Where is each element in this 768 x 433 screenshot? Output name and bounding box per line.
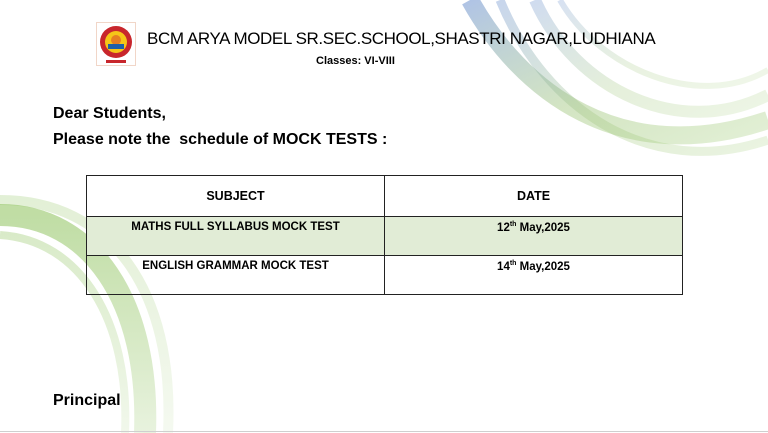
date-rest: May,2025 — [516, 221, 570, 234]
date-suffix: th — [509, 221, 517, 228]
date-cell — [385, 256, 683, 295]
subject-column-header: SUBJECT — [87, 176, 385, 217]
mock-test-schedule-table — [86, 175, 683, 295]
school-name-heading: BCM ARYA MODEL SR.SEC.SCHOOL,SHASTRI NAGAR,LUDHIANA — [147, 29, 656, 48]
notice-text: Please note the schedule of MOCK TESTS : — [53, 131, 388, 148]
date-suffix: th — [509, 260, 517, 267]
table-row — [87, 256, 683, 295]
subject-cell: ENGLISH GRAMMAR MOCK TEST — [87, 256, 385, 295]
date-rest: May,2025 — [516, 260, 570, 273]
date-column-header: DATE — [385, 176, 683, 217]
subject-cell: MATHS FULL SYLLABUS MOCK TEST — [87, 217, 385, 256]
date-day: 12 — [497, 221, 510, 234]
date-cell — [385, 217, 683, 256]
table-header-row — [87, 176, 683, 217]
table-row — [87, 217, 683, 256]
classes-subtitle: Classes: VI-VIII — [316, 55, 395, 67]
date-day: 14 — [497, 260, 510, 273]
bottom-divider — [0, 431, 768, 432]
principal-signature-label: Principal — [53, 392, 121, 409]
greeting-text: Dear Students, — [53, 105, 166, 122]
school-crest-icon — [96, 22, 136, 66]
